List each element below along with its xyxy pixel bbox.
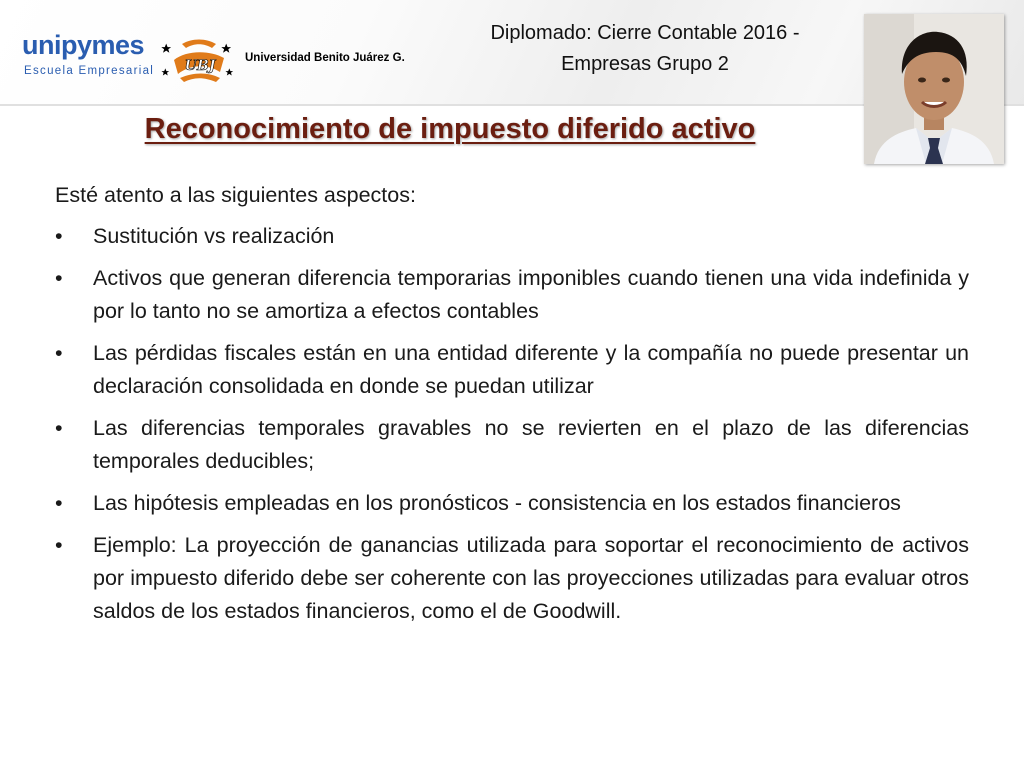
slide-content	[55, 179, 969, 637]
bullet-item	[55, 337, 969, 403]
bullet-item	[55, 487, 969, 520]
bullet-text: Ejemplo: La proyección de ganancias utilizada para soportar el reconocimiento de activos por impuesto diferido debe ser coherente con las proyecciones utilizadas para evaluar otros saldos de los estados financieros, como el de Goodwill.	[93, 533, 969, 623]
intro-text: Esté atento a las siguientes aspectos:	[55, 183, 416, 207]
bullet-dot-icon: •	[55, 533, 63, 557]
bullet-item	[55, 529, 969, 628]
unipymes-logo-wordmark: unipymes	[22, 30, 145, 60]
ubj-logo-icon	[160, 38, 240, 84]
bullet-dot-icon: •	[55, 491, 63, 515]
presenter-photo	[864, 14, 1004, 164]
bullet-dot-icon: •	[55, 341, 63, 365]
bullet-item	[55, 412, 969, 478]
bullet-list	[55, 220, 969, 628]
bullet-item	[55, 220, 969, 253]
bullet-text: Sustitución vs realización	[93, 224, 335, 248]
bullet-text: Las pérdidas fiscales están en una entidad diferente y la compañía no puede presentar un declaración consolidada en donde se puedan utilizar	[93, 341, 969, 398]
course-title	[440, 18, 850, 80]
bullet-dot-icon: •	[55, 266, 63, 290]
slide-title: Reconocimiento de impuesto diferido activo	[144, 113, 756, 145]
bullet-dot-icon: •	[55, 416, 63, 440]
ubj-logo-text: UBJ	[184, 58, 216, 74]
bullet-text: Activos que generan diferencia temporarias imponibles cuando tienen una vida indefinida y por lo tanto no se amortiza a efectos contables	[93, 266, 969, 323]
bullet-text: Las diferencias temporales gravables no se revierten en el plazo de las diferencias temporales deducibles;	[93, 416, 969, 473]
bullet-text: Las hipótesis empleadas en los pronósticos - consistencia en los estados financieros	[93, 491, 901, 515]
bullet-item	[55, 262, 969, 328]
bullet-dot-icon: •	[55, 224, 63, 248]
unipymes-logo	[22, 30, 155, 82]
unipymes-logo-tagline: Escuela Empresarial	[24, 65, 155, 77]
course-title-line2: Empresas Grupo 2	[561, 53, 729, 75]
course-title-line1: Diplomado: Cierre Contable 2016 -	[490, 22, 800, 44]
university-name: Universidad Benito Juárez G.	[245, 52, 405, 64]
